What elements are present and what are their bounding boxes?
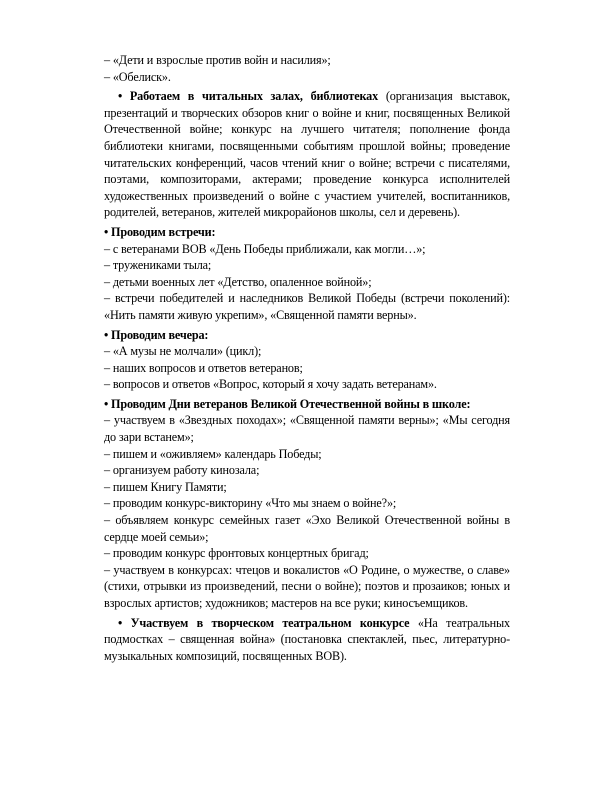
theatre-paragraph — [104, 615, 510, 665]
days-item-memory-book: – пишем Книгу Памяти; — [104, 479, 227, 494]
meetings-heading-text: • Проводим встречи: — [104, 224, 216, 239]
evenings-item-questions: – наших вопросов и ответов ветеранов; — [104, 360, 303, 375]
evenings-heading-text: • Проводим вечера: — [104, 327, 209, 342]
days-item-star-hikes: – участвуем в «Звездных походах»; «Священной памяти верны»; «Мы сегодня до зари встанем»; — [104, 413, 510, 445]
meetings-item-war-children: – детьми военных лет «Детство, опаленное войной»; — [104, 274, 372, 289]
meetings-item-home-front: – тружениками тыла; — [104, 258, 212, 273]
evenings-item-muses: – «А музы не молчали» (цикл); — [104, 344, 262, 359]
meetings-item-veterans: – с ветеранами ВОВ «День Победы приближали, как могли…»; — [104, 241, 426, 256]
days-heading-text: • Проводим Дни ветеранов Великой Отечественной войны в школе: — [104, 396, 471, 411]
days-item-cinema: – организуем работу кинозала; — [104, 463, 260, 478]
document-page — [104, 52, 510, 664]
theatre-heading: • Участвуем в творческом театральном конкурсе — [118, 615, 410, 630]
line-1: – «Дети и взрослые против войн и насилия»; — [104, 53, 331, 67]
days-heading — [104, 396, 510, 413]
days-item-quiz: – проводим конкурс-викторину «Что мы знаем о войне?»; — [104, 496, 397, 511]
days-item-calendar: – пишем и «оживляем» календарь Победы; — [104, 446, 322, 461]
days-item-family-newspapers: – объявляем конкурс семейных газет «Эхо Великой Отечественной войны в сердце моей семьи»; — [104, 513, 510, 544]
line-2: – «Обелиск». — [104, 69, 171, 84]
days-item-concert-brigades: – проводим конкурс фронтовых концертных бригад; — [104, 546, 369, 561]
meetings-item-generations: – встречи победителей и наследников Великой Победы (встречи поколений): «Нить памяти живую укрепим», «Священной памяти верны». — [104, 291, 510, 322]
days-item-contests: – участвуем в конкурсах: чтецов и вокалистов «О Родине, о мужестве, о славе» (стихи, отрывки из произведений, песни о войне); поэтов и прозаиков; юных и взрослых артистов; художников; мастеров на все руки; киносъемщиков. — [104, 562, 510, 610]
meetings-heading — [104, 224, 510, 241]
reading-text: (организация выставок, презентаций и творческих обзоров книг о войне и книг, посвященных Великой Отечественной войне; конкурс на лучшего читателя; пополнение фонда библиотеки книгами, посвященными событиям прошлой войны; проведение читательских конференций, часов чтений книг о войне; встречи с писателями, поэтами, композиторами, актерами; проведение конкурса исполнителей художественных произведений о войне с участием учителей, воспитанников, родителей, ветеранов, жителей микрорайонов школы, сел и деревень). — [104, 89, 511, 220]
evenings-heading — [104, 327, 510, 344]
reading-paragraph — [104, 88, 510, 221]
evenings-item-ask-veterans: – вопросов и ответов «Вопрос, который я хочу задать ветеранам». — [104, 377, 437, 392]
reading-heading: • Работаем в читальных залах, библиотеках — [118, 89, 379, 104]
theatre-text: «На театральных подмостках – священная война» (постановка спектаклей, пьес, литературно-музыкальных композиций, посвященных ВОВ). — [104, 615, 510, 663]
